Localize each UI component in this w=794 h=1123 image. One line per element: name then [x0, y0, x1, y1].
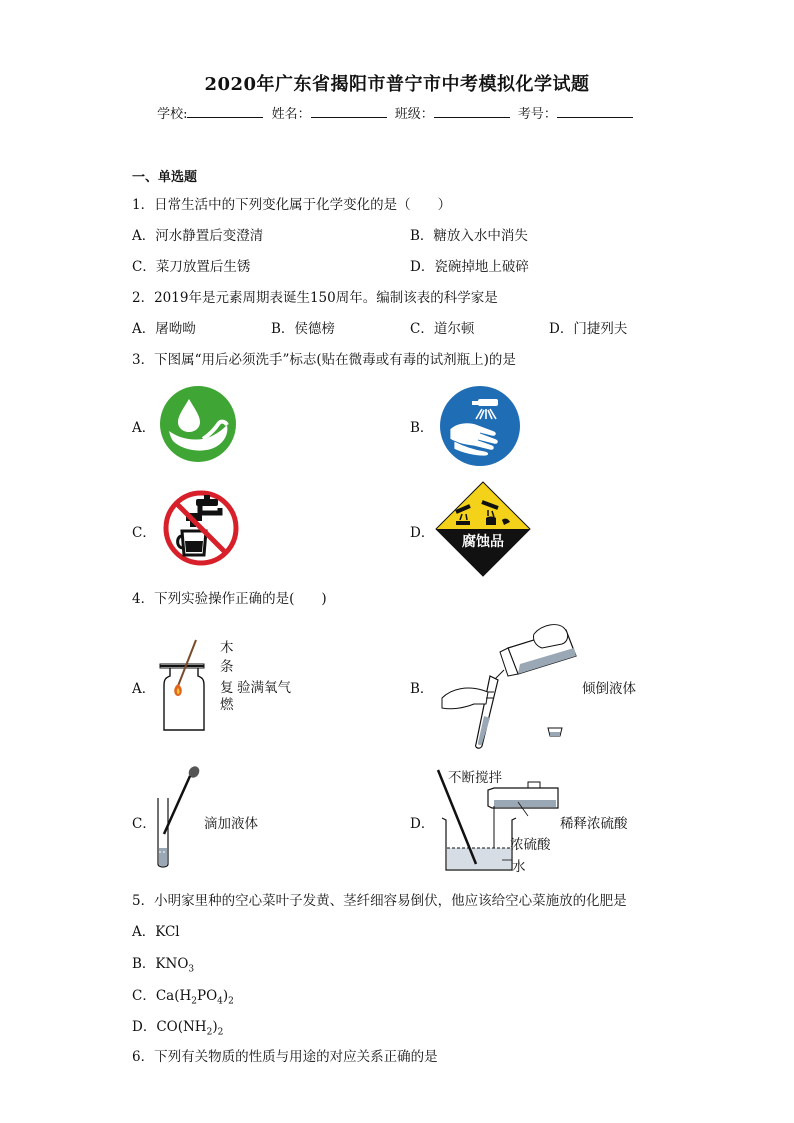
- q2-option-a: A．屠呦呦: [132, 321, 196, 337]
- q4-option-b: B．: [410, 681, 434, 697]
- a-label-fu: 复: [220, 680, 234, 696]
- school-label: 学校:: [157, 107, 188, 122]
- corrosive-label: 腐蚀品: [462, 534, 504, 550]
- name-label: 姓名：: [271, 107, 311, 122]
- a-label-check: 验满氧气: [237, 680, 291, 696]
- q5-option-a: A．KCl: [132, 924, 180, 940]
- d-label-water: 水: [512, 859, 526, 875]
- b-label: 倾倒液体: [582, 681, 636, 697]
- question-3-stem: 3．下图属“用后必须洗手”标志(贴在微毒或有毒的试剂瓶上)的是: [132, 352, 516, 368]
- class-field: [434, 105, 510, 118]
- d-label-stir: 不断搅拌: [448, 770, 502, 786]
- q2-option-d: D．门捷列夫: [549, 321, 628, 337]
- dropper-figure: [152, 764, 202, 870]
- question-2-stem: 2．2019年是元素周期表诞生150周年。编制该表的科学家是: [132, 290, 498, 306]
- c-label: 滴加液体: [204, 816, 258, 832]
- q4-option-a: A．: [132, 681, 156, 697]
- class-label: 班级：: [394, 107, 434, 122]
- q3-option-b: B．: [410, 420, 434, 436]
- no-drinking-sign-icon: [162, 489, 240, 567]
- q4-option-d: D．: [410, 816, 435, 832]
- q1-option-c: C．菜刀放置后生锈: [132, 259, 251, 275]
- corrosive-sign-icon: [434, 480, 532, 578]
- gas-bottle-figure: [156, 636, 218, 734]
- section-heading: 一、单选题: [132, 170, 198, 185]
- page-title: 2020年广东省揭阳市普宁市中考模拟化学试题: [204, 74, 590, 95]
- q3-option-d: D．: [410, 525, 435, 541]
- q3-option-a: A．: [132, 420, 156, 436]
- question-6-stem: 6．下列有关物质的性质与用途的对应关系正确的是: [132, 1049, 438, 1065]
- question-1-stem: 1．日常生活中的下列变化属于化学变化的是（ ）: [132, 197, 452, 213]
- green-water-sign-icon: [159, 385, 237, 463]
- q2-option-b: B．侯德榜: [271, 321, 335, 337]
- student-info-line: [0, 103, 794, 122]
- d-label-dilute: 稀释浓硫酸: [560, 816, 628, 832]
- a-label-ran: 燃: [220, 697, 234, 713]
- d-label-acid: 浓硫酸: [510, 837, 551, 853]
- question-4-stem: 4．下列实验操作正确的是( ): [132, 591, 327, 607]
- q4-option-c: C．: [132, 816, 156, 832]
- question-5-stem: 5．小明家里种的空心菜叶子发黄、茎纤细容易倒伏，他应该给空心菜施放的化肥是: [132, 893, 627, 909]
- number-label: 考号：: [517, 107, 557, 122]
- q5-option-b: B．$KNO_3$: [132, 956, 195, 975]
- a-label-tiao: 条: [220, 659, 234, 675]
- school-field: [187, 105, 263, 118]
- pouring-liquid-figure: [438, 622, 578, 750]
- q5-option-d: D．$CO(NH_2)_2$: [132, 1019, 224, 1038]
- q5-option-c: C．$Ca(H_2PO_4)_2$: [132, 988, 234, 1007]
- q3-option-c: C．: [132, 525, 156, 541]
- number-field: [557, 105, 633, 118]
- a-label-mu: 木: [220, 640, 234, 656]
- wash-hands-sign-icon: [434, 385, 526, 467]
- q1-option-b: B．糖放入水中消失: [410, 228, 528, 244]
- q1-option-d: D．瓷碗掉地上破碎: [410, 259, 529, 275]
- q2-option-c: C．道尔顿: [410, 321, 475, 337]
- q1-option-a: A．河水静置后变澄清: [132, 228, 264, 244]
- name-field: [311, 105, 387, 118]
